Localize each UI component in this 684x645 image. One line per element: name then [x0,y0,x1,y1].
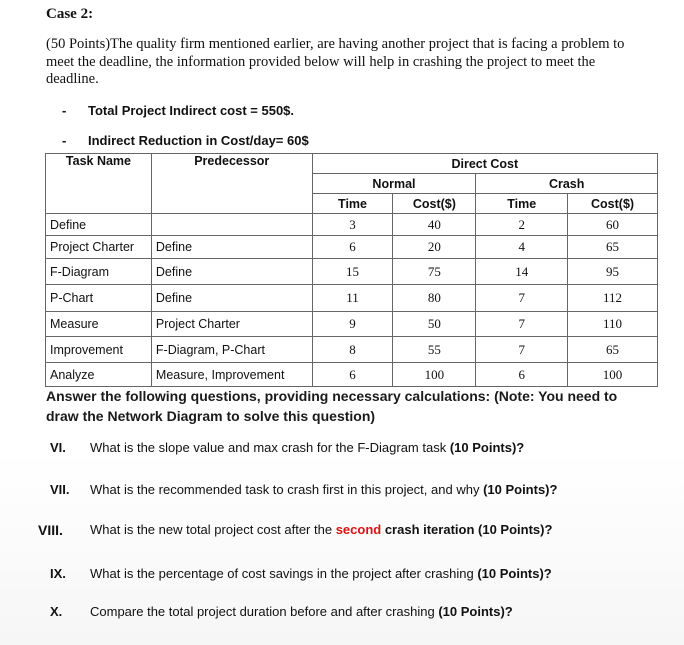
question-highlight: second [335,522,382,537]
cell-crash-cost: 95 [568,259,658,285]
header-crash-cost: Cost($) [568,194,658,214]
cell-task: Project Charter [46,236,152,259]
cell-normal-cost: 50 [393,312,476,337]
cell-normal-cost: 55 [393,337,476,363]
cell-normal-time: 8 [312,337,393,363]
question-numeral: X. [50,604,63,619]
cell-crash-cost: 110 [568,312,658,337]
bullet-text: Indirect Reduction in Cost/day= 60$ [88,133,309,148]
question-points: (10 Points)? [449,440,525,455]
cell-crash-cost: 65 [568,337,658,363]
intro-paragraph: (50 Points)The quality firm mentioned earlier, are having another project that is facing a problem to meet the deadline, the information provided below will help in crashing the project to meet the deadline. [46,36,625,87]
bullet-dash: - [62,133,67,148]
question-text [90,482,557,497]
table-row [46,312,658,337]
cell-normal-time: 15 [312,259,393,285]
question-body-after: crash iteration [381,522,479,537]
cell-crash-time: 6 [476,363,568,387]
question-points: (10 Points)? [477,566,552,581]
question-body: What is the percentage of cost savings in the project after crashing [90,566,478,581]
cell-normal-time: 3 [312,214,393,236]
cell-crash-cost: 112 [568,285,658,312]
cell-task: Improvement [46,337,152,363]
cell-predecessor: Measure, Improvement [151,363,312,387]
question-numeral: VIII. [38,522,63,538]
cell-task: P-Chart [46,285,152,312]
question-text [90,566,552,581]
bullet-indirect-reduction [62,133,309,148]
bullet-dash: - [62,103,67,118]
cost-table [45,153,658,387]
bullet-text: Total Project Indirect cost = 550$. [88,103,295,118]
cell-predecessor: Define [151,285,312,312]
header-normal-cost: Cost($) [393,194,476,214]
cell-crash-cost: 65 [568,236,658,259]
cell-normal-time: 11 [312,285,393,312]
cell-crash-time: 2 [476,214,568,236]
header-predecessor: Predecessor [151,154,312,214]
cell-crash-time: 14 [476,259,568,285]
cell-predecessor: Define [151,236,312,259]
cell-predecessor: Define [151,259,312,285]
question-body: Compare the total project duration before and after crashing [90,604,439,619]
question-body: What is the slope value and max crash for the F-Diagram task [90,440,450,455]
cell-predecessor: Project Charter [151,312,312,337]
question-text [90,440,524,455]
cell-task: Define [46,214,152,236]
cell-normal-cost: 75 [393,259,476,285]
question-points: (10 Points)? [478,522,553,537]
table-row [46,214,658,236]
cell-normal-cost: 20 [393,236,476,259]
cell-normal-cost: 40 [393,214,476,236]
cell-task: Measure [46,312,152,337]
cell-normal-time: 6 [312,363,393,387]
header-task-name: Task Name [46,154,152,214]
table-row [46,363,658,387]
cell-task: Analyze [46,363,152,387]
cell-crash-cost: 100 [568,363,658,387]
cell-crash-time: 4 [476,236,568,259]
question-body: What is the new total project cost after the [90,522,336,537]
question-points: (10 Points)? [438,604,513,619]
question-text [90,522,552,537]
answer-instructions: Answer the following questions, providing necessary calculations: (Note: You need to draw the Network Diagram to solve this question) [46,388,618,424]
cell-predecessor: F-Diagram, P-Chart [151,337,312,363]
table-row [46,337,658,363]
question-numeral: VII. [50,482,70,497]
question-body: What is the recommended task to crash first in this project, and why [90,482,484,497]
table-row [46,259,658,285]
header-direct-cost: Direct Cost [312,154,657,174]
cell-normal-cost: 100 [393,363,476,387]
cell-normal-time: 6 [312,236,393,259]
cell-crash-time: 7 [476,285,568,312]
table-row [46,236,658,259]
question-numeral: IX. [50,566,66,581]
header-crash: Crash [476,174,658,194]
header-normal: Normal [312,174,476,194]
cell-normal-cost: 80 [393,285,476,312]
cell-crash-time: 7 [476,312,568,337]
question-numeral: VI. [50,440,66,455]
question-points: (10 Points)? [483,482,558,497]
header-crash-time: Time [476,194,568,214]
table-row [46,285,658,312]
case-title: Case 2: [46,6,94,22]
cell-predecessor [151,214,312,236]
bullet-indirect-cost [62,103,294,118]
cell-crash-cost: 60 [568,214,658,236]
cell-normal-time: 9 [312,312,393,337]
cell-task: F-Diagram [46,259,152,285]
cell-crash-time: 7 [476,337,568,363]
question-text [90,604,513,619]
header-normal-time: Time [312,194,393,214]
